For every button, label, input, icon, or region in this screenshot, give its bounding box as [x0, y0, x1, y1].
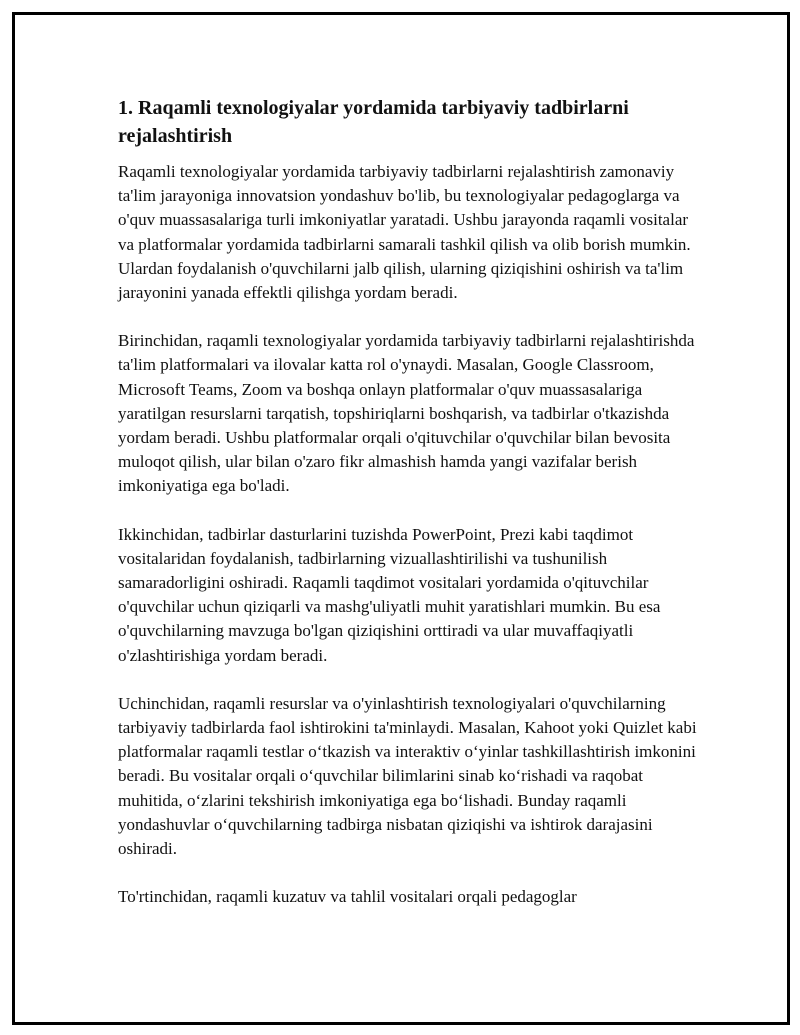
document-body: [118, 94, 698, 933]
paragraph-second: Ikkinchidan, tadbirlar dasturlarini tuzishda PowerPoint, Prezi kabi taqdimot vositalaridan foydalanish, tadbirlarning vizuallashtirilishi va tushunilish samaradorligini oshiradi. Raqamli taqdimot vositalari yordamida o'qituvchilar o'quvchilar uchun qiziqarli va mashg'uliyatli muhit yaratishlari mumkin. Bu esa o'quvchilarning mavzuga bo'lgan qiziqishini orttiradi va ular muvaffaqiyatli o'zlashtirishiga yordam beradi.: [118, 524, 661, 665]
paragraph-intro: Raqamli texnologiyalar yordamida tarbiyaviy tadbirlarni rejalashtirish zamonaviy ta'lim jarayoniga innovatsion yondashuv bo'lib, bu texnologiyalar pedagoglarga va o'quv muassasalariga turli imkoniyatlar yaratadi. Ushbu jarayonda raqamli vositalar va platformalar yordamida tadbirlarni samarali tashkil qilish va olib borish mumkin. Ulardan foydalanish o'quvchilarni jalb qilish, ularning qiziqishini oshirish va ta'lim jarayonini yanada effektli qilishga yordam beradi.: [118, 162, 691, 303]
section-heading: 1. Raqamli texnologiyalar yordamida tarbiyaviy tadbirlarni rejalashtirish: [118, 97, 629, 147]
paragraph-third: Uchinchidan, raqamli resurslar va o'yinlashtirish texnologiyalari o'quvchilarning tarbiyaviy tadbirlarda faol ishtirokini ta'minlaydi. Masalan, Kahoot yoki Quizlet kabi platformalar raqamli testlar o‘tkazish va interaktiv o‘yinlar tashkillashtirish imkonini beradi. Bu vositalar orqali o‘quvchilar bilimlarini sinab ko‘rishadi va raqobat muhitida, o‘zlarini tekshirish imkoniyatiga ega bo‘lishadi. Bunday raqamli yondashuvlar o‘quvchilarning tadbirga nisbatan qiziqishi va ishtirok darajasini oshiradi.: [118, 693, 697, 859]
paragraph-first: Birinchidan, raqamli texnologiyalar yordamida tarbiyaviy tadbirlarni rejalashtirishda ta'lim platformalari va ilovalar katta rol o'ynaydi. Masalan, Google Classroom, Microsoft Teams, Zoom va boshqa onlayn platformalar o'quv muassasalariga yaratilgan resurslarni tarqatish, topshiriqlarni boshqarish, va tadbirlar o'tkazishda yordam beradi. Ushbu platformalar orqali o'qituvchilar o'quvchilar bilan bevosita muloqot qilish, ular bilan o'zaro fikr almashish hamda yangi vazifalar berish imkoniyatiga ega bo'ladi.: [118, 331, 695, 496]
paragraph-fourth: To'rtinchidan, raqamli kuzatuv va tahlil vositalari orqali pedagoglar: [118, 887, 577, 907]
